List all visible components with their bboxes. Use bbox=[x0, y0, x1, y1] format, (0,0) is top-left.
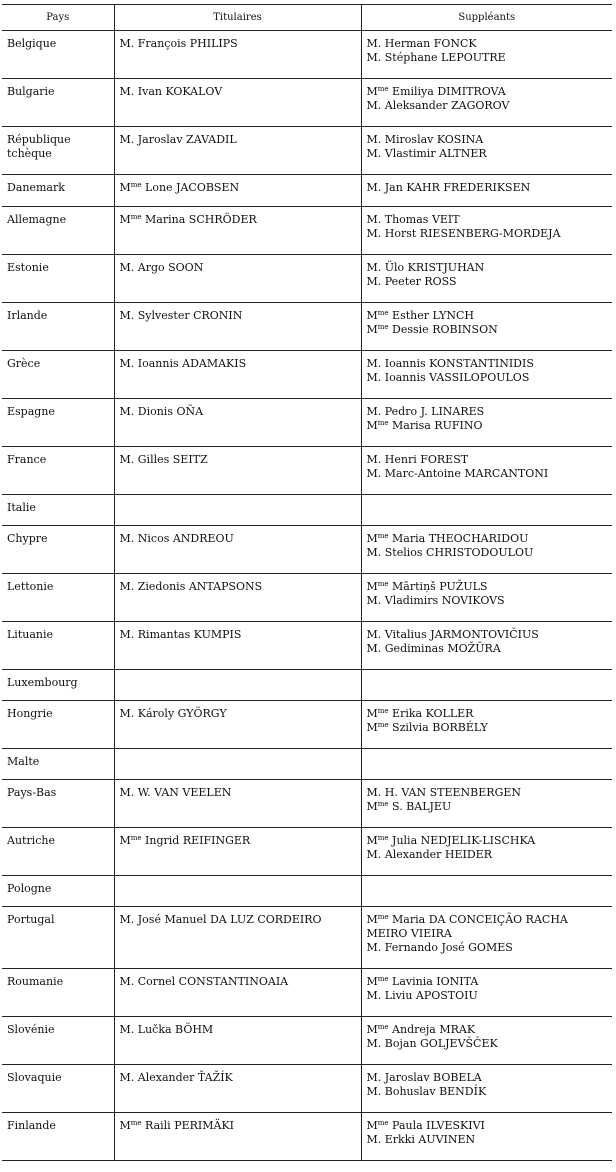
person-name: Lavinia IONITA bbox=[392, 975, 479, 988]
cell-pays: Lettonie bbox=[2, 574, 114, 622]
cell-titulaires bbox=[114, 175, 361, 207]
honorific: M. bbox=[366, 786, 382, 799]
honorific: M. bbox=[119, 628, 135, 641]
table-row bbox=[2, 969, 612, 1017]
honorific: M. bbox=[366, 227, 382, 240]
honorific: M. bbox=[366, 1085, 382, 1098]
suppleant-name bbox=[367, 309, 609, 323]
cell-pays: Chypre bbox=[2, 526, 114, 574]
honorific: M. bbox=[366, 357, 382, 370]
cell-pays: Allemagne bbox=[2, 207, 114, 255]
person-name: Stelios CHRISTODOULOU bbox=[384, 546, 534, 559]
table-row bbox=[2, 79, 612, 127]
honorific: M. bbox=[119, 37, 135, 50]
person-name: Miroslav KOSINA bbox=[384, 133, 484, 146]
cell-suppleants bbox=[361, 207, 612, 255]
honorific: $M^{me}$ bbox=[366, 309, 389, 322]
honorific: $M^{me}$ bbox=[119, 213, 142, 226]
honorific: M. bbox=[119, 453, 135, 466]
person-name: Bohuslav BENDÍK bbox=[384, 1085, 487, 1098]
cell-titulaires bbox=[114, 351, 361, 399]
person-name: Fernando José GOMES bbox=[384, 941, 513, 954]
titulaire-name bbox=[120, 261, 357, 275]
honorific: $M^{me}$ bbox=[119, 181, 142, 194]
honorific: M. bbox=[366, 147, 382, 160]
cell-titulaires bbox=[114, 207, 361, 255]
table-row bbox=[2, 876, 612, 907]
cell-suppleants bbox=[361, 303, 612, 351]
titulaire-name bbox=[120, 1071, 357, 1085]
honorific: $M^{me}$ bbox=[366, 1023, 389, 1036]
honorific: $M^{me}$ bbox=[366, 85, 389, 98]
cell-titulaires bbox=[114, 969, 361, 1017]
person-name: Jan KAHR FREDERIKSEN bbox=[384, 181, 531, 194]
titulaire-name bbox=[120, 37, 357, 51]
cell-pays: Luxembourg bbox=[2, 670, 114, 701]
cell-titulaires bbox=[114, 303, 361, 351]
cell-titulaires bbox=[114, 780, 361, 828]
titulaire-name bbox=[120, 834, 357, 848]
cell-titulaires bbox=[114, 670, 361, 701]
suppleant-name bbox=[367, 323, 609, 337]
person-name: Paula ILVESKIVI bbox=[392, 1119, 485, 1132]
titulaire-name bbox=[120, 405, 357, 419]
honorific: M. bbox=[119, 580, 135, 593]
suppleant-name bbox=[367, 1023, 609, 1037]
honorific: $M^{me}$ bbox=[366, 721, 389, 734]
cell-suppleants bbox=[361, 749, 612, 780]
cell-pays: Espagne bbox=[2, 399, 114, 447]
honorific: M. bbox=[366, 546, 382, 559]
header-pays: Pays bbox=[2, 5, 114, 31]
person-name: Dessie ROBINSON bbox=[392, 323, 498, 336]
cell-titulaires bbox=[114, 79, 361, 127]
members-table bbox=[2, 4, 612, 1161]
person-name: S. BALJEU bbox=[392, 800, 452, 813]
person-name: Horst RIESENBERG-MORDEJA bbox=[384, 227, 561, 240]
titulaire-name bbox=[120, 913, 357, 927]
honorific: M. bbox=[366, 37, 382, 50]
table-row bbox=[2, 1065, 612, 1113]
honorific: M. bbox=[366, 848, 382, 861]
cell-titulaires bbox=[114, 876, 361, 907]
titulaire-name bbox=[120, 707, 357, 721]
titulaire-name bbox=[120, 213, 357, 227]
cell-suppleants bbox=[361, 175, 612, 207]
cell-suppleants bbox=[361, 127, 612, 175]
suppleant-name bbox=[367, 133, 609, 147]
honorific: M. bbox=[366, 941, 382, 954]
honorific: $M^{me}$ bbox=[366, 834, 389, 847]
suppleant-name bbox=[367, 1119, 609, 1133]
person-name: Vlastimir ALTNER bbox=[384, 147, 487, 160]
cell-suppleants bbox=[361, 1113, 612, 1161]
cell-titulaires bbox=[114, 828, 361, 876]
cell-titulaires bbox=[114, 526, 361, 574]
honorific: M. bbox=[366, 181, 382, 194]
cell-titulaires bbox=[114, 127, 361, 175]
cell-pays: Grèce bbox=[2, 351, 114, 399]
table-row bbox=[2, 399, 612, 447]
suppleant-name bbox=[367, 594, 609, 608]
suppleant-name bbox=[367, 147, 609, 161]
person-name: Erika KOLLER bbox=[392, 707, 474, 720]
suppleant-name bbox=[367, 51, 609, 65]
honorific: $M^{me}$ bbox=[366, 532, 389, 545]
cell-suppleants bbox=[361, 1017, 612, 1065]
cell-titulaires bbox=[114, 447, 361, 495]
honorific: M. bbox=[366, 213, 382, 226]
suppleant-name bbox=[367, 453, 609, 467]
cell-suppleants bbox=[361, 828, 612, 876]
cell-suppleants bbox=[361, 780, 612, 828]
person-name: Lučka BÖHM bbox=[137, 1023, 214, 1036]
suppleant-name bbox=[367, 721, 609, 735]
cell-pays: Estonie bbox=[2, 255, 114, 303]
cell-pays: Belgique bbox=[2, 31, 114, 79]
suppleant-name bbox=[367, 707, 609, 721]
honorific: M. bbox=[366, 99, 382, 112]
person-name: Ioannis VASSILOPOULOS bbox=[384, 371, 530, 384]
cell-titulaires bbox=[114, 701, 361, 749]
person-name: Mārtiņš PUŽULS bbox=[392, 580, 488, 593]
honorific: M. bbox=[366, 261, 382, 274]
cell-suppleants bbox=[361, 495, 612, 526]
honorific: $M^{me}$ bbox=[366, 707, 389, 720]
suppleant-name bbox=[367, 786, 609, 800]
cell-suppleants bbox=[361, 907, 612, 969]
person-name: François PHILIPS bbox=[137, 37, 238, 50]
suppleant-name bbox=[367, 467, 609, 481]
suppleant-name bbox=[367, 800, 609, 814]
cell-pays: Slovénie bbox=[2, 1017, 114, 1065]
person-name: Thomas VEIT bbox=[384, 213, 460, 226]
table-row bbox=[2, 622, 612, 670]
suppleant-name bbox=[367, 371, 609, 385]
suppleant-name bbox=[367, 1037, 609, 1051]
cell-titulaires bbox=[114, 1065, 361, 1113]
honorific: $M^{me}$ bbox=[119, 834, 142, 847]
person-name: Alexander HEIDER bbox=[384, 848, 492, 861]
cell-suppleants bbox=[361, 1065, 612, 1113]
person-name: Rimantas KUMPIS bbox=[137, 628, 242, 641]
person-name: Gediminas MOŽŪRA bbox=[384, 642, 501, 655]
honorific: M. bbox=[119, 913, 135, 926]
person-name: José Manuel DA LUZ CORDEIRO bbox=[137, 913, 322, 926]
titulaire-name bbox=[120, 181, 357, 195]
cell-pays: France bbox=[2, 447, 114, 495]
suppleant-name bbox=[367, 261, 609, 275]
cell-titulaires bbox=[114, 749, 361, 780]
table-row bbox=[2, 495, 612, 526]
person-name: Peeter ROSS bbox=[384, 275, 457, 288]
titulaire-name bbox=[120, 453, 357, 467]
cell-pays: République tchèque bbox=[2, 127, 114, 175]
table-row bbox=[2, 780, 612, 828]
suppleant-name bbox=[367, 227, 609, 241]
cell-suppleants bbox=[361, 351, 612, 399]
suppleant-name bbox=[367, 213, 609, 227]
titulaire-name bbox=[120, 1119, 357, 1133]
cell-pays: Autriche bbox=[2, 828, 114, 876]
suppleant-name bbox=[367, 913, 609, 941]
person-name: H. VAN STEENBERGEN bbox=[384, 786, 522, 799]
honorific: M. bbox=[119, 357, 135, 370]
honorific: M. bbox=[119, 1071, 135, 1084]
cell-suppleants bbox=[361, 622, 612, 670]
cell-suppleants bbox=[361, 526, 612, 574]
cell-titulaires bbox=[114, 399, 361, 447]
cell-titulaires bbox=[114, 31, 361, 79]
suppleant-name bbox=[367, 275, 609, 289]
suppleant-name bbox=[367, 1085, 609, 1099]
honorific: M. bbox=[366, 371, 382, 384]
table-row bbox=[2, 749, 612, 780]
table-row bbox=[2, 303, 612, 351]
person-name: Károly GYÖRGY bbox=[137, 707, 227, 720]
titulaire-name bbox=[120, 133, 357, 147]
suppleant-name bbox=[367, 85, 609, 99]
suppleant-name bbox=[367, 975, 609, 989]
honorific: M. bbox=[366, 405, 382, 418]
cell-titulaires bbox=[114, 907, 361, 969]
cell-pays: Malte bbox=[2, 749, 114, 780]
person-name: Marina SCHRÖDER bbox=[145, 213, 257, 226]
honorific: $M^{me}$ bbox=[366, 975, 389, 988]
person-name: Argo SOON bbox=[137, 261, 204, 274]
suppleant-name bbox=[367, 532, 609, 546]
honorific: M. bbox=[119, 133, 135, 146]
cell-suppleants bbox=[361, 670, 612, 701]
person-name: Jaroslav ZAVADIL bbox=[137, 133, 237, 146]
person-name: Emiliya DIMITROVA bbox=[392, 85, 506, 98]
table-row bbox=[2, 31, 612, 79]
person-name: Gilles SEITZ bbox=[137, 453, 208, 466]
honorific: M. bbox=[119, 309, 135, 322]
honorific: M. bbox=[366, 989, 382, 1002]
person-name: Ülo KRISTJUHAN bbox=[384, 261, 485, 274]
cell-suppleants bbox=[361, 701, 612, 749]
honorific: $M^{me}$ bbox=[366, 800, 389, 813]
suppleant-name bbox=[367, 1133, 609, 1147]
honorific: M. bbox=[119, 1023, 135, 1036]
table-row bbox=[2, 828, 612, 876]
suppleant-name bbox=[367, 642, 609, 656]
person-name: Raili PERIMÄKI bbox=[145, 1119, 235, 1132]
person-name: Lone JACOBSEN bbox=[145, 181, 240, 194]
person-name: Andreja MRAK bbox=[392, 1023, 476, 1036]
cell-pays: Portugal bbox=[2, 907, 114, 969]
person-name: Maria DA CONCEIÇÃO RACHA MEIRO VIEIRA bbox=[366, 913, 568, 940]
titulaire-name bbox=[120, 309, 357, 323]
honorific: M. bbox=[119, 707, 135, 720]
honorific: $M^{me}$ bbox=[366, 323, 389, 336]
honorific: $M^{me}$ bbox=[366, 419, 389, 432]
person-name: Ivan KOKALOV bbox=[137, 85, 223, 98]
honorific: M. bbox=[366, 275, 382, 288]
suppleant-name bbox=[367, 989, 609, 1003]
honorific: $M^{me}$ bbox=[366, 580, 389, 593]
suppleant-name bbox=[367, 628, 609, 642]
honorific: M. bbox=[366, 467, 382, 480]
table-row bbox=[2, 127, 612, 175]
honorific: M. bbox=[366, 1133, 382, 1146]
suppleant-name bbox=[367, 834, 609, 848]
cell-pays: Slovaquie bbox=[2, 1065, 114, 1113]
person-name: Bojan GOLJEVŠČEK bbox=[384, 1037, 498, 1050]
cell-pays: Hongrie bbox=[2, 701, 114, 749]
suppleant-name bbox=[367, 546, 609, 560]
cell-pays: Italie bbox=[2, 495, 114, 526]
cell-suppleants bbox=[361, 969, 612, 1017]
cell-titulaires bbox=[114, 495, 361, 526]
table-row bbox=[2, 574, 612, 622]
honorific: $M^{me}$ bbox=[119, 1119, 142, 1132]
table-row bbox=[2, 907, 612, 969]
person-name: Vitalius JARMONTOVIČIUS bbox=[384, 628, 539, 641]
titulaire-name bbox=[120, 580, 357, 594]
suppleant-name bbox=[367, 941, 609, 955]
cell-pays: Pays-Bas bbox=[2, 780, 114, 828]
person-name: Ziedonis ANTAPSONS bbox=[137, 580, 263, 593]
titulaire-name bbox=[120, 85, 357, 99]
honorific: M. bbox=[366, 133, 382, 146]
cell-suppleants bbox=[361, 447, 612, 495]
cell-pays: Finlande bbox=[2, 1113, 114, 1161]
table-row bbox=[2, 447, 612, 495]
honorific: M. bbox=[119, 405, 135, 418]
suppleant-name bbox=[367, 181, 609, 195]
cell-pays: Roumanie bbox=[2, 969, 114, 1017]
honorific: M. bbox=[119, 975, 135, 988]
table-row bbox=[2, 175, 612, 207]
suppleant-name bbox=[367, 580, 609, 594]
cell-pays: Danemark bbox=[2, 175, 114, 207]
honorific: M. bbox=[366, 51, 382, 64]
table-row bbox=[2, 1017, 612, 1065]
honorific: $M^{me}$ bbox=[366, 913, 389, 926]
person-name: Ingrid REIFINGER bbox=[145, 834, 251, 847]
cell-suppleants bbox=[361, 399, 612, 447]
table-row bbox=[2, 1113, 612, 1161]
table-header-row bbox=[2, 5, 612, 31]
cell-pays: Pologne bbox=[2, 876, 114, 907]
person-name: Sylvester CRONIN bbox=[137, 309, 243, 322]
person-name: Stéphane LEPOUTRE bbox=[384, 51, 506, 64]
person-name: Erkki AUVINEN bbox=[384, 1133, 476, 1146]
person-name: Vladimirs NOVIKOVS bbox=[384, 594, 505, 607]
person-name: Henri FOREST bbox=[384, 453, 469, 466]
person-name: Maria THEOCHARIDOU bbox=[392, 532, 529, 545]
suppleant-name bbox=[367, 419, 609, 433]
titulaire-name bbox=[120, 975, 357, 989]
suppleant-name bbox=[367, 99, 609, 113]
table-row bbox=[2, 351, 612, 399]
person-name: Jaroslav BOBELA bbox=[384, 1071, 482, 1084]
honorific: M. bbox=[366, 628, 382, 641]
person-name: Pedro J. LINARES bbox=[384, 405, 485, 418]
cell-titulaires bbox=[114, 255, 361, 303]
person-name: Julia NEDJELIK-LISCHKA bbox=[392, 834, 536, 847]
titulaire-name bbox=[120, 786, 357, 800]
person-name: Nicos ANDREOU bbox=[137, 532, 234, 545]
table-row bbox=[2, 207, 612, 255]
honorific: M. bbox=[366, 453, 382, 466]
titulaire-name bbox=[120, 532, 357, 546]
cell-pays: Bulgarie bbox=[2, 79, 114, 127]
cell-suppleants bbox=[361, 876, 612, 907]
honorific: M. bbox=[119, 85, 135, 98]
cell-titulaires bbox=[114, 1113, 361, 1161]
person-name: Marisa RUFINO bbox=[392, 419, 483, 432]
honorific: M. bbox=[119, 786, 135, 799]
titulaire-name bbox=[120, 1023, 357, 1037]
suppleant-name bbox=[367, 848, 609, 862]
honorific: $M^{me}$ bbox=[366, 1119, 389, 1132]
table-row bbox=[2, 701, 612, 749]
titulaire-name bbox=[120, 357, 357, 371]
person-name: Dionis OÑA bbox=[137, 405, 204, 418]
person-name: Aleksander ZAGOROV bbox=[384, 99, 510, 112]
person-name: Esther LYNCH bbox=[392, 309, 474, 322]
cell-suppleants bbox=[361, 79, 612, 127]
person-name: Szilvia BORBÉLY bbox=[392, 721, 488, 734]
honorific: M. bbox=[366, 1071, 382, 1084]
honorific: M. bbox=[366, 1037, 382, 1050]
suppleant-name bbox=[367, 405, 609, 419]
suppleant-name bbox=[367, 1071, 609, 1085]
table-body bbox=[2, 31, 612, 1161]
person-name: Alexander ŤAŽÍK bbox=[137, 1071, 233, 1084]
table-row bbox=[2, 670, 612, 701]
cell-suppleants bbox=[361, 255, 612, 303]
cell-pays: Lituanie bbox=[2, 622, 114, 670]
cell-pays: Irlande bbox=[2, 303, 114, 351]
table-row bbox=[2, 526, 612, 574]
person-name: Liviu APOSTOIU bbox=[384, 989, 478, 1002]
person-name: Ioannis KONSTANTINIDIS bbox=[384, 357, 534, 370]
person-name: Herman FONCK bbox=[384, 37, 477, 50]
suppleant-name bbox=[367, 37, 609, 51]
header-suppleants: Suppléants bbox=[361, 5, 612, 31]
cell-titulaires bbox=[114, 622, 361, 670]
honorific: M. bbox=[366, 642, 382, 655]
cell-suppleants bbox=[361, 31, 612, 79]
person-name: W. VAN VEELEN bbox=[137, 786, 232, 799]
header-titulaires: Titulaires bbox=[114, 5, 361, 31]
person-name: Cornel CONSTANTINOAIA bbox=[137, 975, 289, 988]
person-name: Ioannis ADAMAKIS bbox=[137, 357, 247, 370]
table-row bbox=[2, 255, 612, 303]
honorific: M. bbox=[366, 594, 382, 607]
cell-suppleants bbox=[361, 574, 612, 622]
cell-titulaires bbox=[114, 574, 361, 622]
cell-titulaires bbox=[114, 1017, 361, 1065]
titulaire-name bbox=[120, 628, 357, 642]
suppleant-name bbox=[367, 357, 609, 371]
person-name: Marc-Antoine MARCANTONI bbox=[384, 467, 549, 480]
honorific: M. bbox=[119, 532, 135, 545]
honorific: M. bbox=[119, 261, 135, 274]
